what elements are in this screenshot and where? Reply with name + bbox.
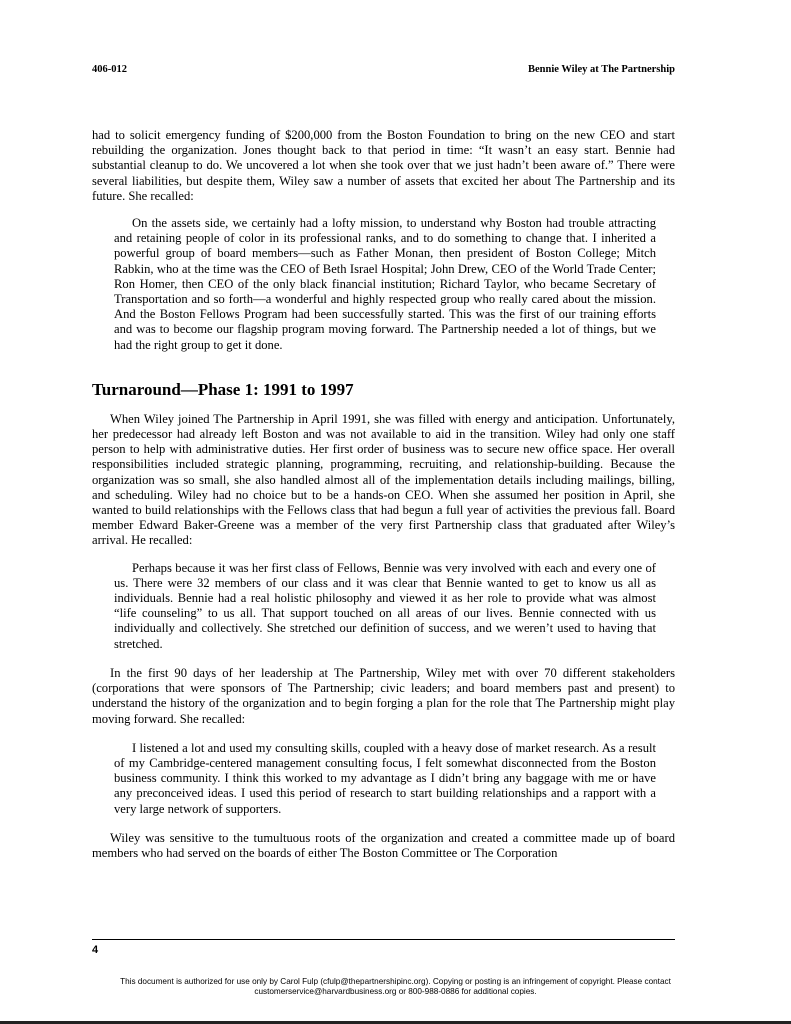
paragraph-2: When Wiley joined The Partnership in April 1991, she was filled with energy and anticipation. Unfortunately, her predecessor had already left Boston and was not available to aid in the transition. Wiley had only one staff person to help with administrative duties. Her first order of business was to secure new office space. Her overall responsibilities included strategic planning, programming, recruiting, and relationship-building. Because the organization was so small, she also handled almost all of the implementation details including mailings, billing, and scheduling. Wiley had no choice but to be a hands-on CEO. When she assumed her position in April, she wanted to build relationships with the Fellows class that had begun a full year of activities the previous fall. Board member Edward Baker-Greene was a member of the very first Partnership class that graduated after Wiley’s arrival. He recalled: <box>92 411 675 548</box>
running-header <box>92 64 675 80</box>
quote-2: Perhaps because it was her first class of Fellows, Bennie was very involved with each and every one of us. There were 32 members of our class and it was clear that Bennie wanted to get to know us all as individuals. Bennie had a real holistic philosophy and viewed it as her role to provide what was almost “life counseling” to us all. That support touched on all areas of our lives. Bennie connected with us individually and collectively. She stretched our definition of success, and we weren’t used to having that stretched. <box>114 560 656 651</box>
page-body <box>92 128 675 861</box>
paragraph-4: Wiley was sensitive to the tumultuous roots of the organization and created a committee made up of board members who had served on the boards of either The Boston Committee or The Corporation <box>92 830 675 860</box>
page-number: 4 <box>92 944 99 956</box>
copyright-line-1: This document is authorized for use only by Carol Fulp (cfulp@thepartnershipinc.org). Copying or posting is an infringement of copyright. Please contact <box>120 977 671 986</box>
copyright-notice <box>80 977 711 997</box>
section-heading: Turnaround—Phase 1: 1991 to 1997 <box>92 379 354 399</box>
copyright-line-2: customerservice@harvardbusiness.org or 800-988-0886 for additional copies. <box>254 987 537 996</box>
footer-rule <box>92 939 675 940</box>
quote-3: I listened a lot and used my consulting skills, coupled with a heavy dose of market research. As a result of my Cambridge-centered management consulting focus, I felt somewhat disconnected from the Boston business community. I think this worked to my advantage as I didn’t bring any baggage with me or have any preconceived ideas. I used this period of research to start building relationships and a rapport with a very large network of supporters. <box>114 740 656 816</box>
paragraph-3: In the first 90 days of her leadership at The Partnership, Wiley met with over 70 different stakeholders (corporations that were sponsors of The Partnership; civic leaders; and board members past and present) to understand the history of the organization and to begin forging a plan for the role that The Partnership might play moving forward. She recalled: <box>92 665 675 726</box>
case-number: 406-012 <box>92 64 127 75</box>
paragraph-1: had to solicit emergency funding of $200,000 from the Boston Foundation to bring on the new CEO and start rebuilding the organization. Jones thought back to that period in time: “It wasn’t an easy start. Bennie had substantial cleanup to do. We uncovered a lot when she took over that we just hadn’t been aware of.” There were several liabilities, but despite them, Wiley saw a number of assets that excited her about The Partnership and its future. She recalled: <box>92 128 675 203</box>
quote-1: On the assets side, we certainly had a lofty mission, to understand why Boston had trouble attracting and retaining people of color in its professional ranks, and to do something to change that. I inherited a powerful group of board members—such as Father Monan, then president of Boston College; Mitch Rabkin, who at the time was the CEO of Beth Israel Hospital; John Drew, CEO of the World Trade Center; Ron Homer, then CEO of the only black financial institution; Richard Taylor, who became Secretary of Transportation and so forth—a wonderful and highly respected group who really cared about the mission. And the Boston Fellows Program had been successfully started. This was the first of our training efforts and was to become our flagship program moving forward. The Partnership needed a lot of things, but we had the right group to get it done. <box>114 216 656 352</box>
running-title: Bennie Wiley at The Partnership <box>527 64 675 75</box>
